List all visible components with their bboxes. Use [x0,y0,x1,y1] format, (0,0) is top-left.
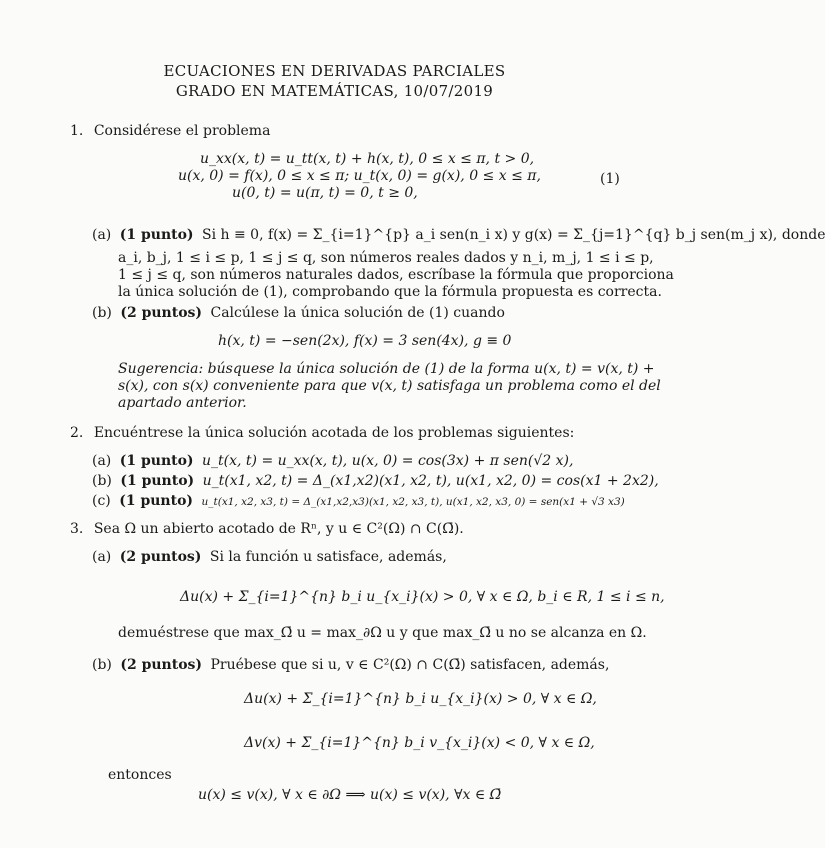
problem-3b-label: (b) [92,657,112,673]
problem-1-equation-line: u_xx(x, t) = u_tt(x, t) + h(x, t), 0 ≤ x ≤ π, t > 0, [200,151,535,167]
problem-3-intro [70,520,464,538]
problem-3b-text: Pruébese que si u, v ∈ C²(Ω) ∩ C(Ω̄) satisfacen, además, [210,657,610,673]
problem-1-number: 1. [70,123,84,139]
problem-2b [92,472,659,490]
problem-1-intro-text: Considérese el problema [93,123,271,139]
problem-2-intro [70,424,574,442]
problem-2-number: 2. [70,425,84,441]
exam-title: ECUACIONES EN DERIVADAS PARCIALES [163,62,506,80]
problem-3b-formula-v: Δv(x) + Σ_{i=1}^{n} b_i v_{x_i}(x) < 0, ∀ x ∈ Ω, [244,735,595,751]
problem-3b [92,656,609,674]
problem-2b-formula: u_t(x1, x2, t) = Δ_(x1,x2)(x1, x2, t), u(x1, x2, 0) = cos(x1 + 2x2), [202,473,659,489]
problem-2a-label: (a) [92,453,112,469]
problem-2c [92,492,625,511]
problem-3-number: 3. [70,521,84,537]
suggestion-line-2: s(x), con s(x) conveniente para que v(x, t) satisfaga un problema como el del [118,378,661,394]
equation-number: (1) [600,171,620,187]
problem-3-intro-text: Sea Ω un abierto acotado de Rⁿ, y u ∈ C²(Ω) ∩ C(Ω̄). [93,521,464,537]
suggestion-line-1: Sugerencia: búsquese la única solución de (1) de la forma u(x, t) = v(x, t) + [118,361,655,377]
problem-2-intro-text: Encuéntrese la única solución acotada de los problemas siguientes: [93,425,575,441]
problem-2c-label: (c) [92,493,111,509]
problem-3a-points: (2 puntos) [119,549,202,565]
problem-3a-conclusion: demuéstrese que max_Ω̄ u = max_∂Ω u y que max_Ω̄ u no se alcanza en Ω. [118,625,647,641]
problem-3a-formula: Δu(x) + Σ_{i=1}^{n} b_i u_{x_i}(x) > 0, ∀ x ∈ Ω, b_i ∈ R, 1 ≤ i ≤ n, [180,589,665,605]
problem-3a-label: (a) [92,549,112,565]
problem-1-initial-conditions: u(x, 0) = f(x), 0 ≤ x ≤ π; u_t(x, 0) = g(x), 0 ≤ x ≤ π, [178,168,541,184]
problem-1-intro [70,122,270,140]
problem-2b-label: (b) [92,473,112,489]
problem-3b-points: (2 puntos) [120,657,203,673]
problem-2a-formula: u_t(x, t) = u_xx(x, t), u(x, 0) = cos(3x) + π sen(√2 x), [202,453,574,469]
problem-1a-line-2: a_i, b_j, 1 ≤ i ≤ p, 1 ≤ j ≤ q, son números reales dados y n_i, m_j, 1 ≤ i ≤ p, [118,250,654,266]
problem-1b-label: (b) [92,305,112,321]
problem-1a-points: (1 punto) [119,227,194,243]
problem-3a-text: Si la función u satisface, además, [209,549,447,565]
entonces-text: entonces [108,767,172,783]
problem-3b-formula-u: Δu(x) + Σ_{i=1}^{n} b_i u_{x_i}(x) > 0, ∀ x ∈ Ω, [244,691,597,707]
problem-2a [92,452,573,470]
problem-1a-text-1: Si h ≡ 0, f(x) = Σ_{i=1}^{p} a_i sen(n_i x) y g(x) = Σ_{j=1}^{q} b_j sen(m_j x), donde [202,227,825,243]
problem-1b-text: Calcúlese la única solución de (1) cuando [210,305,505,321]
problem-3a [92,548,447,566]
exam-subtitle: GRADO EN MATEMÁTICAS, 10/07/2019 [175,82,494,100]
problem-1b-line-1 [92,304,505,322]
problem-1-boundary-conditions: u(0, t) = u(π, t) = 0, t ≥ 0, [232,185,418,201]
problem-1a-line-3: 1 ≤ j ≤ q, son números naturales dados, escríbase la fórmula que proporciona [118,267,674,283]
problem-2c-formula: u_t(x1, x2, x3, t) = Δ_(x1,x2,x3)(x1, x2, x3, t), u(x1, x2, x3, 0) = sen(x1 + √3 x3) [201,496,625,508]
suggestion-line-3: apartado anterior. [118,395,247,411]
problem-1b-formula: h(x, t) = −sen(2x), f(x) = 3 sen(4x), g ≡ 0 [218,333,512,349]
problem-1a-line-1 [92,226,825,244]
problem-1a-line-4: la única solución de (1), comprobando que la fórmula propuesta es correcta. [118,284,662,300]
problem-3b-conclusion: u(x) ≤ v(x), ∀ x ∈ ∂Ω ⟹ u(x) ≤ v(x), ∀x ∈ Ω̄ [198,787,502,803]
problem-1a-label: (a) [92,227,112,243]
problem-2b-points: (1 punto) [120,473,195,489]
problem-2a-points: (1 punto) [119,453,194,469]
problem-1b-points: (2 puntos) [120,305,203,321]
problem-2c-points: (1 punto) [119,493,194,509]
